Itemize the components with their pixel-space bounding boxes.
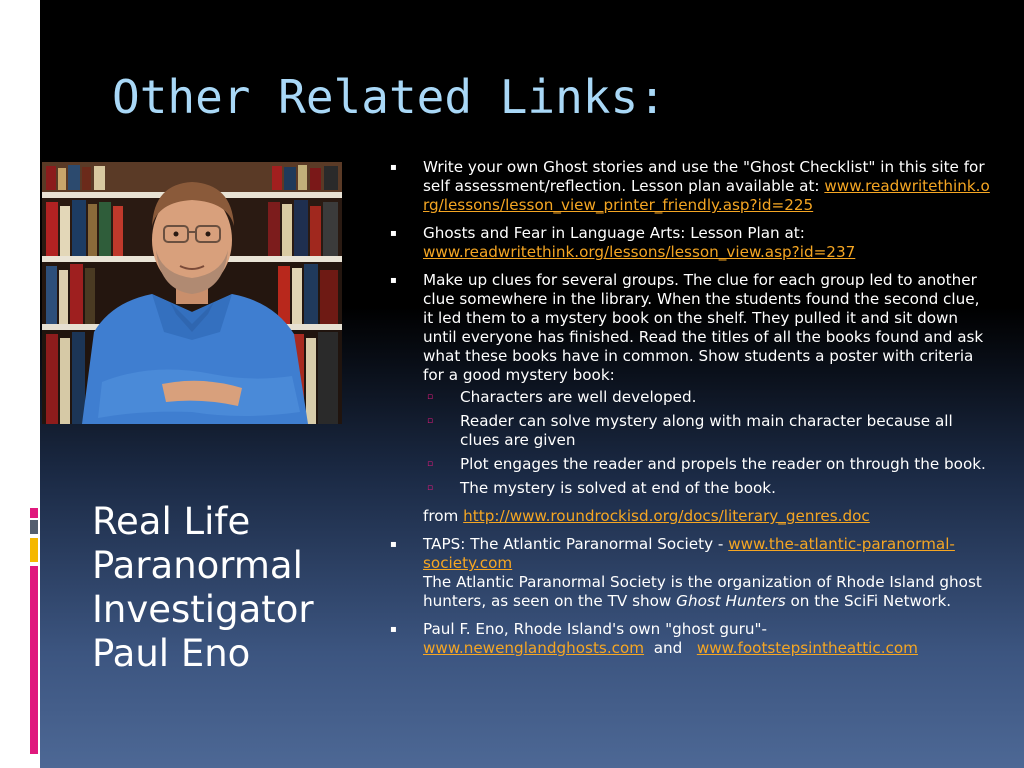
accent-bar-yellow — [30, 538, 38, 562]
from-label: from — [423, 507, 464, 525]
hollow-square-bullet-icon: ▫ — [427, 416, 434, 426]
square-bullet-icon: ▪ — [390, 624, 397, 635]
link-new-england-ghosts[interactable]: www.newenglandghosts.com — [423, 639, 645, 657]
taps-description: The Atlantic Paranormal Society is the organization of Rhode Island ghost hunters, as seen on the TV show — [423, 573, 982, 610]
criteria-item — [423, 388, 994, 407]
source-line — [384, 507, 994, 526]
hollow-square-bullet-icon: ▫ — [427, 459, 434, 469]
and-text: and — [653, 639, 683, 657]
list-item-ghost-stories — [384, 158, 994, 215]
criteria-item — [423, 455, 994, 474]
criteria-text: Characters are well developed. — [460, 388, 697, 406]
caption-line-4: Paul Eno — [92, 632, 251, 675]
investigator-photo — [42, 162, 342, 424]
list-item-paul-eno — [384, 620, 994, 658]
links-content — [384, 158, 994, 667]
square-bullet-icon: ▪ — [390, 539, 397, 550]
caption-line-1: Real Life — [92, 500, 251, 543]
hollow-square-bullet-icon: ▫ — [427, 392, 434, 402]
mystery-criteria-list — [423, 388, 994, 498]
caption-line-2: Paranormal — [92, 544, 303, 587]
paul-eno-text: Paul F. Eno, Rhode Island's own "ghost guru"- — [423, 620, 767, 638]
criteria-text: The mystery is solved at end of the book. — [460, 479, 776, 497]
link-lesson-view[interactable]: www.readwritethink.org/lessons/lesson_view.asp?id=237 — [423, 243, 856, 261]
criteria-item — [423, 412, 994, 450]
ghosts-fear-text: Ghosts and Fear in Language Arts: Lesson Plan at: — [423, 224, 805, 242]
square-bullet-icon: ▪ — [390, 228, 397, 239]
link-printer-friendly-lesson[interactable]: www.readwritethink.org/lessons/lesson_view_printer_friendly.asp?id=225 — [423, 177, 990, 214]
link-footsteps-in-the-attic[interactable]: www.footstepsintheattic.com — [696, 639, 918, 657]
link-atlantic-paranormal-society[interactable]: www.the-atlantic-paranormal-society.com — [423, 535, 955, 572]
link-literary-genres[interactable]: http://www.roundrockisd.org/docs/literary_genres.doc — [463, 507, 870, 525]
list-item-ghosts-fear — [384, 224, 994, 262]
accent-bar-gray — [30, 520, 38, 534]
criteria-item — [423, 479, 994, 498]
links-list — [384, 158, 994, 498]
hollow-square-bullet-icon: ▫ — [427, 483, 434, 493]
caption-line-3: Investigator — [92, 588, 314, 631]
criteria-text: Plot engages the reader and propels the reader on through the book. — [460, 455, 986, 473]
ghost-stories-text: Write your own Ghost stories and use the "Ghost Checklist" in this site for self assessment/reflection. Lesson plan available at: — [423, 158, 985, 195]
list-item-mystery-clues — [384, 271, 994, 498]
taps-text: TAPS: The Atlantic Paranormal Society - — [423, 535, 729, 553]
accent-bar-pink — [30, 566, 38, 754]
slide-title: Other Related Links: — [112, 70, 666, 124]
taps-description-end: on the SciFi Network. — [785, 592, 952, 610]
accent-bar-pink-top — [30, 508, 38, 518]
mystery-clues-text: Make up clues for several groups. The clue for each group led to another clue somewhere in the library. When the students found the second clue, it led them to a mystery book on the shelf. They pulled it and sit down until everyone has finished. Read the titles of all the books found and ask what these books have in common. Show students a poster with criteria for a good mystery book: — [423, 271, 984, 384]
photo-caption — [92, 500, 342, 676]
show-title: Ghost Hunters — [676, 592, 786, 610]
square-bullet-icon: ▪ — [390, 162, 397, 173]
square-bullet-icon: ▪ — [390, 275, 397, 286]
links-list-continued — [384, 535, 994, 658]
list-item-taps — [384, 535, 994, 611]
criteria-text: Reader can solve mystery along with main character because all clues are given — [460, 412, 953, 449]
